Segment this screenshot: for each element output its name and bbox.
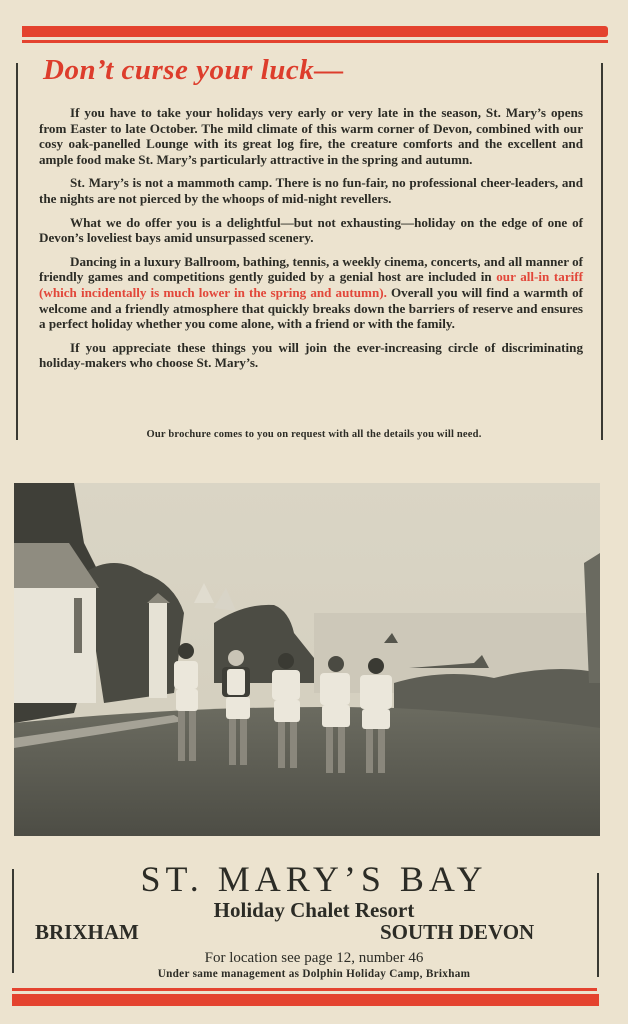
- resort-name: ST. MARY’S BAY: [140, 859, 488, 899]
- bottom-rule-thick: [12, 994, 599, 1006]
- right-border-upper: [601, 63, 603, 440]
- brochure-note: Our brochure comes to you on request with all the details you will need.: [146, 429, 482, 440]
- paragraph-4: [39, 254, 583, 332]
- location-note: For location see page 12, number 46: [204, 950, 424, 966]
- resort-subtitle: Holiday Chalet Resort: [213, 898, 415, 922]
- paragraph-1: If you have to take your holidays very early or very late in the season, St. Mary’s opens from Easter to late October. The mild climate of this warm corner of Devon, combined with our cosy oak-panelled Lounge with its great log fire, the creature comforts and the excellent and ample food make St. Mary’s particularly attractive in the spring and autumn.: [39, 105, 583, 167]
- resort-photo: [14, 483, 600, 836]
- paragraph-3: What we do offer you is a delightful—but not exhausting—holiday on the edge of one of Devon’s loveliest bays amid unsurpassed scenery.: [39, 214, 583, 246]
- bottom-rule-thin: [12, 988, 597, 991]
- tariff-highlight: our all-in tariff (which incidentally is much lower in the spring and autumn).: [39, 269, 583, 300]
- top-rule-thin: [22, 40, 608, 43]
- photo-illustration: [14, 483, 600, 836]
- headline: Don’t curse your luck—: [43, 54, 344, 86]
- body-copy: [39, 105, 583, 379]
- paragraph-5: If you appreciate these things you will join the ever-increasing circle of discriminating holiday-makers who choose St. Mary’s.: [39, 339, 583, 371]
- top-rule-thick: [22, 26, 608, 37]
- location-town: BRIXHAM: [35, 920, 139, 944]
- location-region: SOUTH DEVON: [380, 920, 535, 944]
- paragraph-4-end: Overall you will find a warmth of welcome and a friendly atmosphere that quickly breaks down the barriers of reserve and ensures a perfect holiday whether you come alone, with a friend or with the family.: [39, 284, 583, 332]
- left-border-upper: [16, 63, 18, 440]
- paragraph-2: St. Mary’s is not a mammoth camp. There is no fun-fair, no professional cheer-leaders, and the nights are not pierced by the whoops of mid-night revellers.: [39, 175, 583, 206]
- management-note: Under same management as Dolphin Holiday Camp, Brixham: [157, 968, 471, 980]
- paragraph-4-start: Dancing in a luxury Ballroom, bathing, tennis, a weekly cinema, concerts, and all manner of friendly games and competitions gently guided by a genial host are included in: [39, 253, 583, 285]
